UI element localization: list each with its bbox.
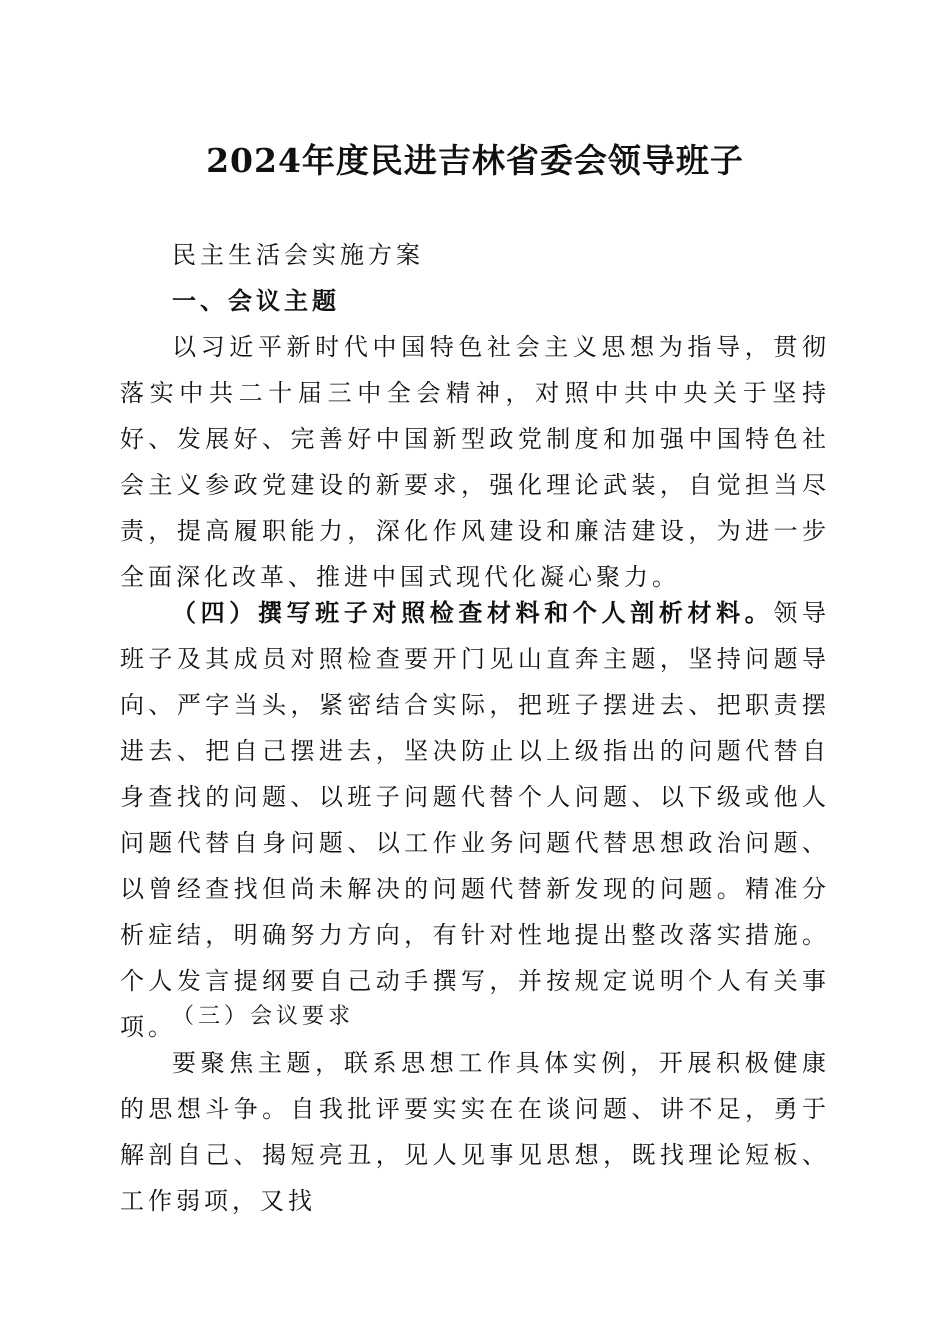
paragraph-materials [120, 590, 830, 1050]
paragraph-materials-body: 领导班子及其成员对照检查要开门见山直奔主题，坚持问题导向、严字当头，紧密结合实际，把班子摆进去、把职责摆进去、把自己摆进去，坚决防止以上级指出的问题代替自身查找的问题、以班子问题代替个人问题、以下级或他人问题代替自身问题、以工作业务问题代替思想政治问题、以曾经查找但尚未解决的问题代替新发现的问题。精准分析症结，明确努力方向，有针对性地提出整改落实措施。个人发言提纲要自己动手撰写，并按规定说明个人有关事项。 [120, 599, 831, 1041]
document-subtitle: 民主生活会实施方案 [172, 241, 424, 269]
paragraph-materials-lead: （四）撰写班子对照检查材料和个人剖析材料。 [172, 598, 774, 627]
document-title: 2024年度民进吉林省委会领导班子 [206, 141, 744, 180]
paragraph-meeting-requirements: 要聚焦主题，联系思想工作具体实例，开展积极健康的思想斗争。自我批评要实实在在谈问题、讲不足，勇于解剖自己、揭短亮丑，见人见事见思想，既找理论短板、工作弱项，又找 [120, 1049, 830, 1215]
section-heading-meeting-requirements: （三）会议要求 [172, 1004, 355, 1029]
section-heading-meeting-theme: 一、会议主题 [172, 286, 340, 315]
paragraph-meeting-theme: 以习近平新时代中国特色社会主义思想为指导，贯彻落实中共二十届三中全会精神，对照中共中央关于坚持好、发展好、完善好中国新型政党制度和加强中国特色社会主义参政党建设的新要求，强化理论武装，自觉担当尽责，提高履职能力，深化作风建设和廉洁建设，为进一步全面深化改革、推进中国式现代化凝心聚力。 [120, 333, 830, 591]
